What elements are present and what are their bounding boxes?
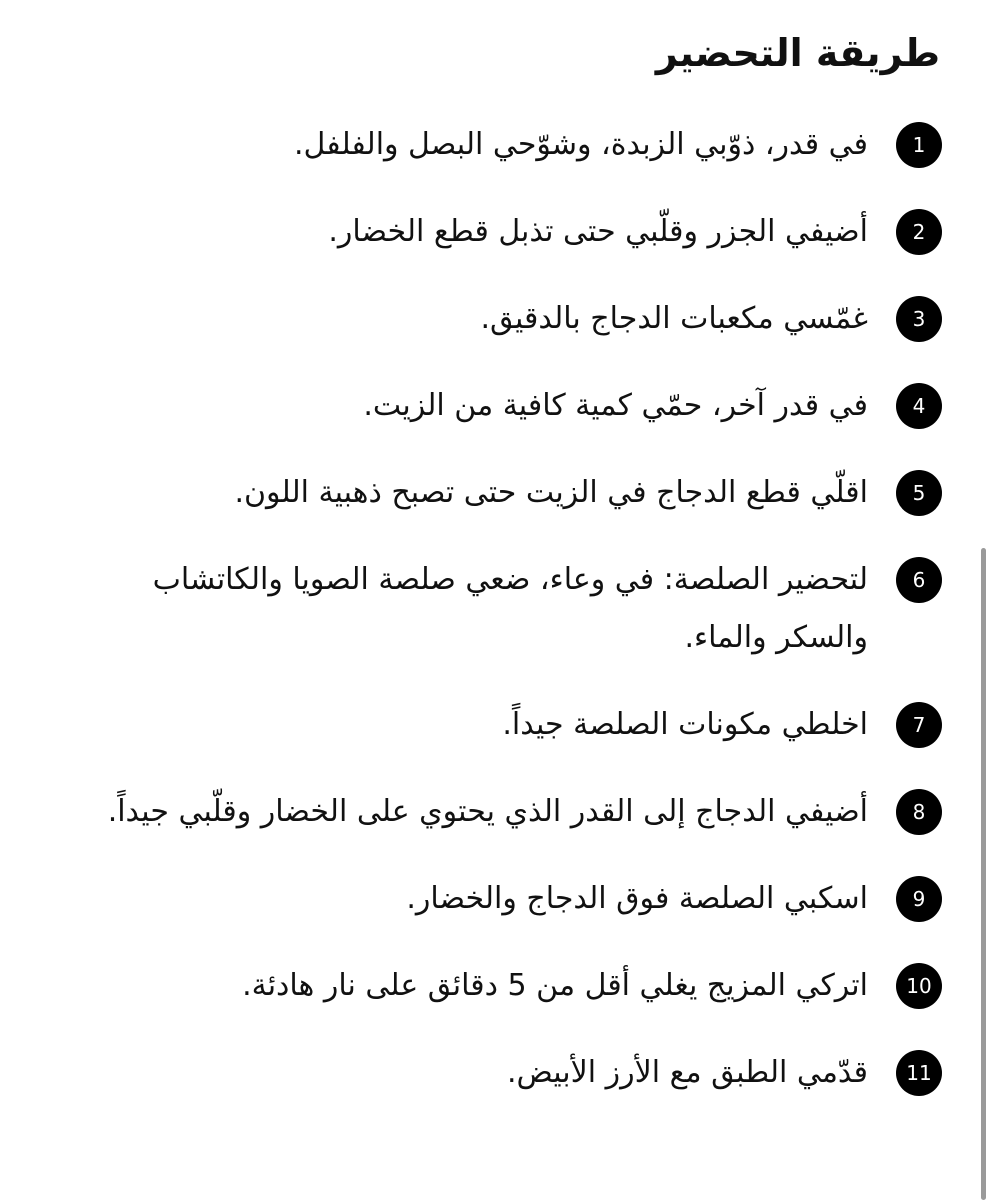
step-text: اتركي المزيج يغلي أقل من 5 دقائق على نار هادئة. — [242, 968, 868, 1003]
scrollbar-thumb[interactable] — [981, 548, 986, 1200]
step-item — [62, 551, 942, 667]
step-text: اسكبي الصلصة فوق الدجاج والخضار. — [406, 881, 868, 916]
step-number-badge: 5 — [896, 470, 942, 516]
step-number-badge: 8 — [896, 789, 942, 835]
steps-list — [62, 116, 942, 1131]
step-item — [62, 870, 942, 928]
step-text: أضيفي الدجاج إلى القدر الذي يحتوي على الخضار وقلّبي جيداً. — [107, 794, 868, 829]
step-number-badge: 9 — [896, 876, 942, 922]
step-text: في قدر، ذوّبي الزبدة، وشوّحي البصل والفلفل. — [294, 127, 868, 162]
section-title: طريقة التحضير — [655, 31, 940, 75]
step-number-badge: 6 — [896, 557, 942, 603]
step-item — [62, 116, 942, 174]
step-item — [62, 203, 942, 261]
step-number-badge: 4 — [896, 383, 942, 429]
step-text: اخلطي مكونات الصلصة جيداً. — [502, 707, 868, 742]
step-item — [62, 1044, 942, 1102]
step-number-badge: 3 — [896, 296, 942, 342]
step-number-badge: 2 — [896, 209, 942, 255]
step-number-badge: 7 — [896, 702, 942, 748]
step-text: أضيفي الجزر وقلّبي حتى تذبل قطع الخضار. — [328, 214, 868, 249]
step-number-badge: 11 — [896, 1050, 942, 1096]
step-item — [62, 783, 942, 841]
step-number-badge: 10 — [896, 963, 942, 1009]
step-text: اقلّي قطع الدجاج في الزيت حتى تصبح ذهبية اللون. — [234, 475, 868, 510]
step-text: في قدر آخر، حمّي كمية كافية من الزيت. — [363, 388, 868, 423]
step-item — [62, 377, 942, 435]
step-text: غمّسي مكعبات الدجاج بالدقيق. — [480, 301, 868, 336]
step-item — [62, 957, 942, 1015]
step-item — [62, 464, 942, 522]
step-number-badge: 1 — [896, 122, 942, 168]
step-text: لتحضير الصلصة: في وعاء، ضعي صلصة الصويا والكاتشاب والسكر والماء. — [152, 562, 868, 655]
step-item — [62, 290, 942, 348]
step-item — [62, 696, 942, 754]
step-text: قدّمي الطبق مع الأرز الأبيض. — [506, 1055, 868, 1090]
